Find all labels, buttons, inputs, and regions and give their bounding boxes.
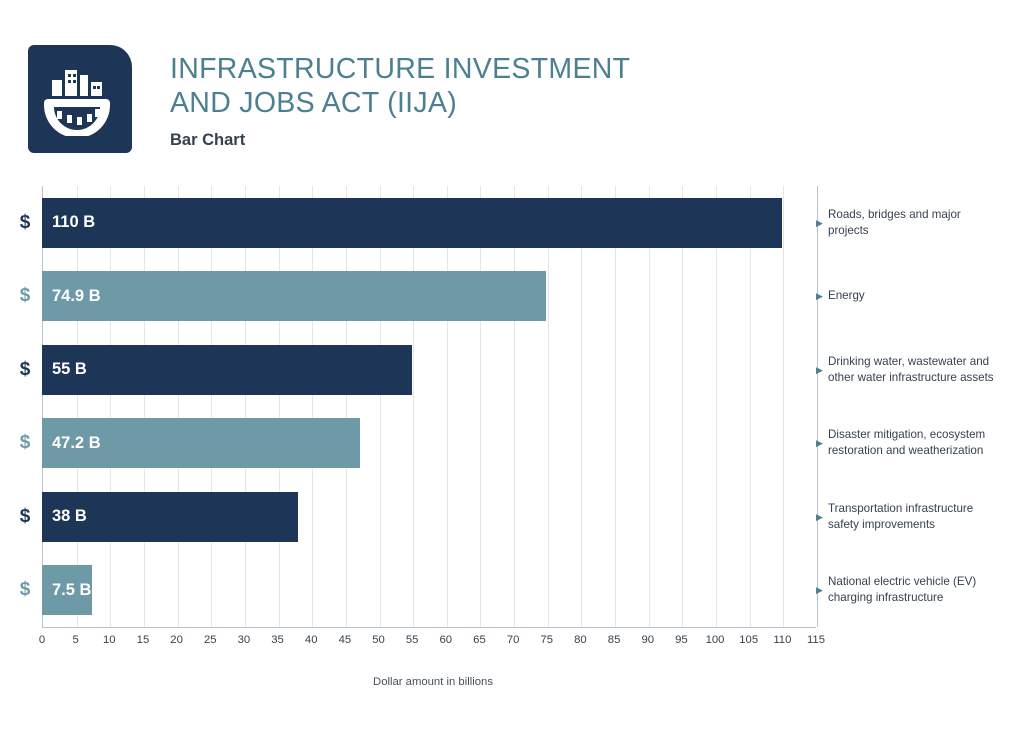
bar-value-label: 55 B bbox=[52, 360, 87, 379]
chevron-right-icon: ▶ bbox=[816, 217, 823, 228]
bar[interactable] bbox=[42, 345, 412, 395]
x-tick-label: 35 bbox=[271, 634, 284, 646]
gridline bbox=[716, 186, 717, 627]
x-tick-label: 55 bbox=[405, 634, 419, 646]
gridline bbox=[480, 186, 481, 627]
logo-badge bbox=[28, 45, 132, 153]
bar-row[interactable] bbox=[42, 492, 298, 542]
chart-header bbox=[28, 45, 630, 153]
bar-row[interactable] bbox=[42, 565, 92, 615]
x-tick-label: 25 bbox=[203, 634, 217, 646]
x-tick-label: 5 bbox=[72, 634, 79, 646]
title-block bbox=[170, 45, 630, 150]
x-tick-label: 40 bbox=[304, 634, 318, 646]
x-axis-line bbox=[42, 627, 816, 628]
category-label-text: Energy bbox=[828, 289, 865, 303]
gridline bbox=[615, 186, 616, 627]
category-labels bbox=[816, 186, 1024, 627]
gridline bbox=[649, 186, 650, 627]
x-tick-label: 85 bbox=[607, 634, 621, 646]
bar-currency-symbol: $ bbox=[19, 505, 31, 527]
bar-currency-symbol: $ bbox=[19, 579, 31, 601]
chevron-right-icon: ▶ bbox=[816, 291, 823, 302]
bar[interactable] bbox=[42, 198, 782, 248]
category-label-item[interactable] bbox=[816, 354, 1004, 386]
x-tick-label: 110 bbox=[773, 634, 792, 646]
chevron-right-icon: ▶ bbox=[816, 438, 823, 449]
page-title-line-2: AND JOBS ACT (IIJA) bbox=[170, 86, 458, 119]
gridline bbox=[447, 186, 448, 627]
x-tick-label: 95 bbox=[675, 634, 688, 646]
x-tick-label: 60 bbox=[439, 634, 453, 646]
category-label-text: National electric vehicle (EV) charging infrastructure bbox=[828, 575, 977, 605]
x-tick-label: 45 bbox=[338, 634, 352, 646]
bar-row[interactable] bbox=[42, 198, 782, 248]
chevron-right-icon: ▶ bbox=[816, 364, 823, 375]
x-tick-label: 30 bbox=[237, 634, 251, 646]
chevron-right-icon: ▶ bbox=[816, 511, 823, 522]
x-tick-label: 115 bbox=[806, 634, 826, 646]
gridline bbox=[380, 186, 381, 627]
page-title-line-1: INFRASTRUCTURE INVESTMENT bbox=[170, 53, 631, 85]
x-tick-label: 65 bbox=[473, 634, 486, 646]
bar-value-label: 7.5 B bbox=[52, 580, 92, 599]
bar-currency-symbol: $ bbox=[19, 432, 31, 454]
x-tick-label: 15 bbox=[136, 634, 150, 646]
category-label-item[interactable] bbox=[816, 427, 1004, 459]
gridline bbox=[346, 186, 347, 627]
x-tick-label: 75 bbox=[540, 634, 554, 646]
x-tick-label: 50 bbox=[372, 634, 385, 646]
chevron-right-icon: ▶ bbox=[816, 585, 823, 596]
gridline bbox=[514, 186, 515, 627]
gridline bbox=[245, 186, 246, 627]
gridline bbox=[783, 186, 784, 627]
gridline bbox=[178, 186, 179, 627]
page-subtitle: Bar Chart bbox=[170, 131, 246, 150]
x-tick-label: 100 bbox=[705, 634, 725, 646]
x-tick-label: 0 bbox=[38, 634, 46, 646]
gridline bbox=[750, 186, 751, 627]
bar-value-label: 38 B bbox=[52, 507, 87, 526]
category-label-item[interactable] bbox=[816, 574, 1004, 606]
bar[interactable] bbox=[42, 418, 360, 468]
bar-value-label: 74.9 B bbox=[52, 286, 101, 305]
infrastructure-gear-buildings-icon bbox=[44, 62, 116, 136]
x-tick-label: 80 bbox=[574, 634, 587, 646]
gridline bbox=[279, 186, 280, 627]
bar[interactable] bbox=[42, 565, 92, 615]
gridline bbox=[413, 186, 414, 627]
x-tick-label: 70 bbox=[506, 634, 520, 646]
bar-row[interactable] bbox=[42, 345, 412, 395]
category-label-text: Transportation infrastructure safety improvements bbox=[828, 501, 974, 531]
x-tick-label: 90 bbox=[641, 634, 655, 646]
bar[interactable] bbox=[42, 271, 546, 321]
gridline bbox=[77, 186, 78, 627]
gridline bbox=[312, 186, 313, 627]
gridline bbox=[682, 186, 683, 627]
bar-chart bbox=[0, 186, 1024, 688]
bar-row[interactable] bbox=[42, 271, 546, 321]
x-axis-caption: Dollar amount in billions bbox=[373, 676, 493, 688]
bar-value-label: 47.2 B bbox=[52, 433, 101, 452]
category-label-item[interactable] bbox=[816, 288, 1004, 304]
x-tick-label: 105 bbox=[739, 634, 759, 646]
bar-currency-symbol: $ bbox=[19, 358, 31, 380]
bar-value-label: 110 B bbox=[52, 213, 96, 232]
gridline bbox=[581, 186, 582, 627]
x-tick-label: 20 bbox=[170, 634, 183, 646]
bar-row[interactable] bbox=[42, 418, 360, 468]
bar-currency-symbol: $ bbox=[19, 285, 31, 307]
bar-currency-symbol: $ bbox=[19, 211, 31, 233]
gridline bbox=[211, 186, 212, 627]
x-axis-ticks bbox=[38, 634, 826, 654]
gridline bbox=[548, 186, 549, 627]
bar[interactable] bbox=[42, 492, 298, 542]
category-label-item[interactable] bbox=[816, 501, 1004, 533]
category-label-text: Drinking water, wastewater and other water infrastructure assets bbox=[828, 354, 994, 384]
gridline bbox=[110, 186, 111, 627]
category-label-text: Disaster mitigation, ecosystem restoration and weatherization bbox=[828, 428, 986, 458]
gridline bbox=[144, 186, 145, 627]
category-label-item[interactable] bbox=[816, 207, 1004, 239]
plot-area bbox=[42, 186, 817, 627]
category-label-text: Roads, bridges and major projects bbox=[828, 207, 961, 237]
x-tick-label: 10 bbox=[103, 634, 116, 646]
